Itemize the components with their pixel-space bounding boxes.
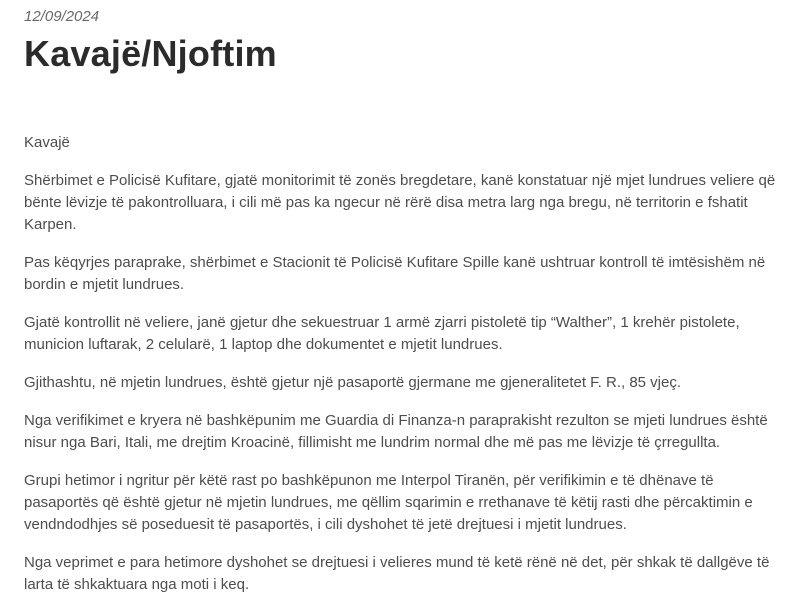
article [24, 0, 784, 612]
article-title: Kavajë/Njoftim [24, 33, 277, 74]
article-body [24, 132, 784, 596]
paragraph: Gjithashtu, në mjetin lundrues, është gjetur një pasaportë gjermane me gjeneralitetet F. R., 85 vjeç. [24, 374, 682, 391]
publish-date: 12/09/2024 [24, 8, 100, 25]
paragraph-location: Kavajë [24, 134, 70, 151]
paragraph: Pas këqyrjes paraprake, shërbimet e Stacionit të Policisë Kufitare Spille kanë ushtruar kontroll të imtësishëm në bordin e mjetit lundrues. [24, 254, 766, 293]
paragraph: Nga veprimet e para hetimore dyshohet se drejtuesi i velieres mund të ketë rënë në det, për shkak të dallgëve të larta të shkaktuara nga moti i keq. [24, 554, 770, 593]
paragraph: Nga verifikimet e kryera në bashkëpunim me Guardia di Finanza-n paraprakisht rezulton se mjeti lundrues është nisur nga Bari, Itali, me drejtim Kroacinë, fillimisht me lundrim normal dhe më pas me lëvizje të çrregullta. [24, 412, 768, 451]
paragraph: Gjatë kontrollit në veliere, janë gjetur dhe sekuestruar 1 armë zjarri pistoletë tip “Walther”, 1 krehër pistolete, municion luftarak, 2 celularë, 1 laptop dhe dokumentet e mjetit lundrues. [24, 314, 740, 353]
paragraph: Shërbimet e Policisë Kufitare, gjatë monitorimit të zonës bregdetare, kanë konstatuar një mjet lundrues veliere që bënte lëvizje të pakontrolluara, i cili më pas ka ngecur në rërë disa metra larg nga bregu, në territorin e fshatit Karpen. [24, 172, 776, 233]
paragraph: Grupi hetimor i ngritur për këtë rast po bashkëpunon me Interpol Tiranën, për verifikimin e të dhënave të pasaportës që është gjetur në mjetin lundrues, me qëllim sqarimin e rrethanave të këtij rasti dhe përcaktimin e vendndodhjes së poseduesit të pasaportës, i cili dyshohet të jetë drejtuesi i mjetit lundrues. [24, 472, 753, 533]
